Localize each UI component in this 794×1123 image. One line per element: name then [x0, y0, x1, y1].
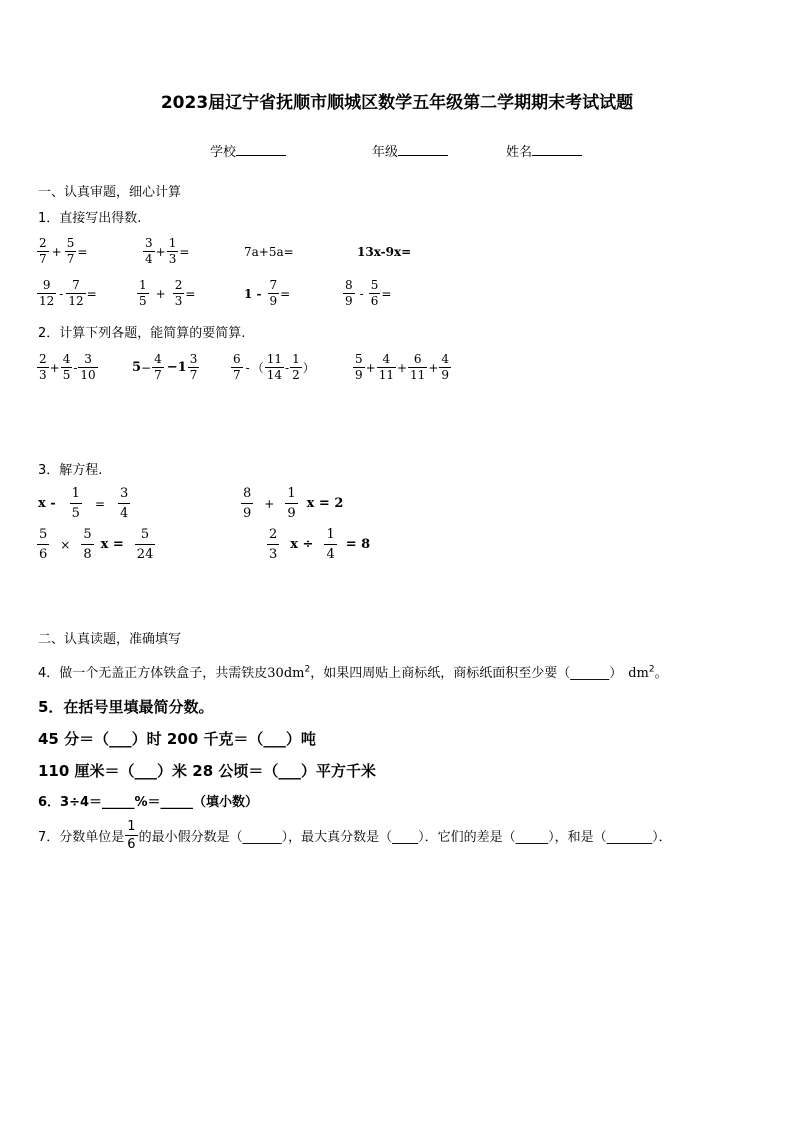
question-5: 5．在括号里填最简分数。: [38, 698, 214, 716]
section1-heading: 一、认真审题，细心计算: [38, 185, 182, 200]
question-7: 7．分数单位是 $\frac{1}{6}$ 的最小假分数是（______），最大真分数是（____）．它们的差是（_____），和是（_______）．: [38, 819, 672, 852]
page-title: 2023届辽宁省抚顺市顺城区数学五年级第二学期期末考试试题: [160, 93, 634, 113]
question-6: 6．3÷4＝_____%＝_____（填小数）: [38, 795, 259, 810]
q2-item-1: $\frac{2}{3}$ + $\frac{4}{5}$ - $\frac{3}{10}$: [39, 352, 96, 382]
question-4: 4．做一个无盖正方体铁盒子，共需铁皮$30dm^2$，如果四周贴上商标纸，商标纸面积至少要（______） $dm^2$。: [38, 664, 668, 681]
question-1: 1．直接写出得数.: [38, 211, 142, 226]
question-5-line-1: 45 分＝（___）时 200 千克＝（___）吨: [38, 730, 316, 748]
q3-item-2: $\frac{8}{9}$ + $\frac{1}{9}$ x = 2: [243, 486, 344, 521]
question-5-line-2: 110 厘米＝（___）米 28 公顷＝（___）平方千米: [38, 762, 376, 780]
q1-item-6: $\frac{1}{5}$ + $\frac{2}{3}$ =: [139, 278, 196, 308]
q2-item-3: $\frac{6}{7}$ - （ $\frac{11}{14}$ - $\frac{1}{2}$ ）: [233, 352, 315, 382]
grade-field: [372, 141, 448, 160]
q1-item-4: 13x-9x=: [357, 245, 412, 259]
name-label: 姓名: [506, 145, 533, 160]
grade-label: 年级: [372, 145, 399, 160]
question-3: 3．解方程.: [38, 463, 103, 478]
q1-item-2: $\frac{3}{4}$ + $\frac{1}{3}$ =: [145, 236, 190, 266]
q2-item-4: $\frac{5}{9}$ + $\frac{4}{11}$ + $\frac{6}{11}$ + $\frac{4}{9}$: [355, 352, 450, 382]
section2-heading: 二、认真读题，准确填写: [38, 632, 182, 647]
q3-item-1: x - $\frac{1}{5}$ = $\frac{3}{4}$: [38, 486, 129, 521]
q1-item-5: $\frac{9}{12}$ - $\frac{7}{12}$ =: [39, 278, 97, 308]
name-field: [506, 141, 582, 160]
q1-item-7: 1 - $\frac{7}{9}$ =: [244, 278, 291, 308]
q3-item-3: $\frac{5}{6}$ × $\frac{5}{8}$ x = $\frac{5}{24}$: [39, 527, 154, 562]
school-label: 学校: [210, 145, 237, 160]
q1-item-1: $\frac{2}{7}$ + $\frac{5}{7}$ =: [39, 236, 88, 266]
q1-item-8: $\frac{8}{9}$ - $\frac{5}{6}$ =: [345, 278, 392, 308]
q3-item-4: $\frac{2}{3}$ x ÷ $\frac{1}{4}$ = 8: [269, 527, 371, 562]
q1-item-3: 7a+5a=: [244, 245, 294, 259]
school-field: [210, 141, 286, 160]
question-2: 2．计算下列各题，能简算的要简算.: [38, 326, 246, 341]
q2-item-2: 5 − $\frac{4}{7}$ −1 $\frac{3}{7}$: [132, 352, 198, 382]
